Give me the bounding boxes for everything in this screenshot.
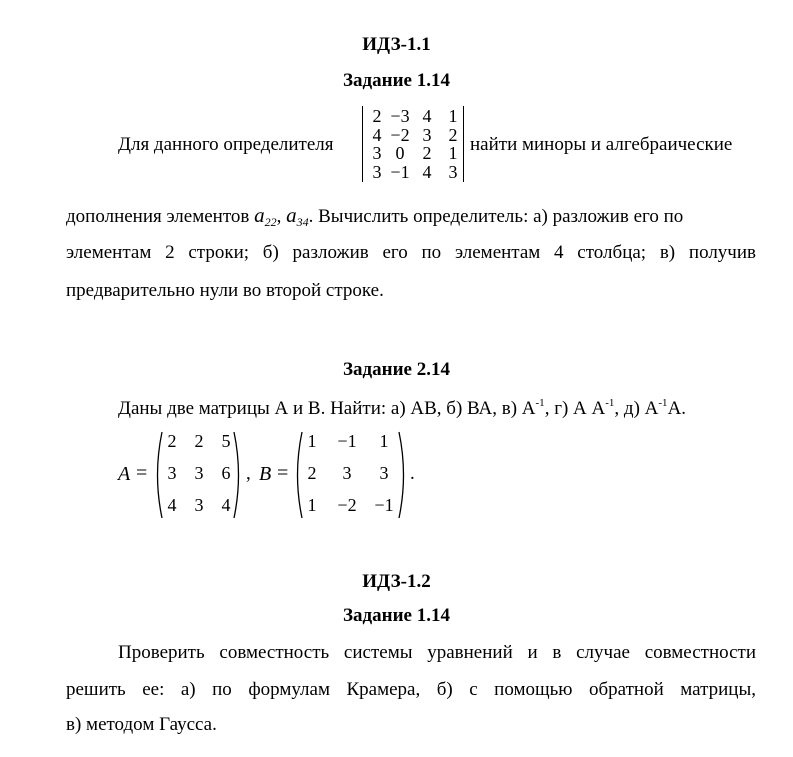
matrix-b-cell: 2 — [307, 463, 317, 483]
task2-sup3: -1 — [658, 397, 668, 409]
task2-text-part3: , д) А — [614, 398, 659, 419]
section-heading-2: ИДЗ-1.2 — [362, 571, 431, 592]
matrix-b-cell: −2 — [337, 495, 357, 515]
determinant-cell: 4 — [372, 124, 382, 145]
matrix-b-cell: 1 — [307, 495, 317, 515]
matrix-a-cell: 2 — [167, 431, 177, 451]
matrix-a-cell: 3 — [194, 463, 204, 483]
task1-line2-rest: . Вычислить определитель: а) разложив его по — [308, 206, 684, 227]
task1-intro: Для данного определителя — [118, 134, 334, 155]
task2-text-part1: Даны две матрицы А и В. Найти: а) АВ, б) ВА, в) А — [118, 398, 536, 419]
matrix-comma: , — [246, 463, 251, 484]
task3-line1: Проверить совместность системы уравнений и в случае совместности — [118, 642, 756, 663]
task3-line2: решить ее: а) по формулам Крамера, б) с помощью обратной матрицы, — [66, 679, 756, 700]
matrix-a-equals: = — [136, 462, 148, 484]
task-title-1: Задание 1.14 — [343, 70, 450, 91]
determinant-cell: 1 — [448, 106, 458, 126]
matrix-b-cell: −1 — [374, 495, 394, 515]
determinant-cell: 4 — [422, 106, 432, 126]
determinant-cell: −2 — [390, 124, 410, 145]
element-a34-letter: a — [286, 203, 297, 227]
matrix-b-cell: 3 — [342, 463, 352, 483]
task1-line3: элементам 2 строки; б) разложив его по элементам 4 столбца; в) получив — [66, 242, 756, 263]
determinant-cell: 3 — [372, 143, 382, 163]
task1-after: найти миноры и алгебраические — [470, 134, 733, 155]
matrix-b-label: B — [259, 463, 272, 485]
matrix-a-cell: 3 — [194, 495, 204, 515]
determinant — [362, 106, 464, 182]
task2-text — [118, 397, 686, 420]
matrix-a-cell: 4 — [221, 495, 231, 515]
element-separator: , — [276, 206, 282, 227]
matrix-b-cell: 1 — [379, 431, 389, 451]
task2-text-part4: А. — [667, 398, 687, 419]
matrix-a-cell: 2 — [194, 431, 204, 451]
determinant-cell: 4 — [422, 161, 432, 182]
matrix-a-cell: 4 — [167, 495, 177, 515]
matrix-a-right-paren — [232, 430, 244, 520]
task-title-2: Задание 2.14 — [343, 359, 450, 380]
matrix-b-cell: 1 — [307, 431, 317, 451]
task1-line4: предварительно нули во второй строке. — [66, 280, 384, 301]
determinant-cell: 2 — [422, 143, 432, 163]
task2-text-part2: , г) А А — [544, 398, 606, 419]
determinant-cell: −1 — [390, 161, 410, 182]
matrix-a-label: A — [118, 463, 131, 485]
determinant-cell: 2 — [448, 124, 458, 145]
matrix-b-cell: −1 — [337, 431, 357, 451]
task-title-3: Задание 1.14 — [343, 605, 450, 626]
matrix-a-cell: 6 — [221, 463, 231, 483]
matrix-b-right-paren — [397, 430, 409, 520]
determinant-cell: 3 — [448, 161, 458, 182]
matrix-b-cell: 3 — [379, 463, 389, 483]
determinant-cell: 2 — [372, 106, 382, 126]
determinant-cell: 3 — [422, 124, 432, 145]
matrix-a-cell: 3 — [167, 463, 177, 483]
determinant-cell: 0 — [395, 143, 405, 163]
determinant-cell: 3 — [372, 161, 382, 182]
element-a22-letter: a — [254, 203, 265, 227]
determinant-left-bar — [362, 106, 363, 182]
element-a34-index: 34 — [296, 215, 309, 229]
matrix-period: . — [410, 463, 415, 484]
determinant-cell: 1 — [448, 143, 458, 163]
matrix-a-cell: 5 — [221, 431, 231, 451]
task3-line3: в) методом Гаусса. — [66, 714, 217, 735]
element-a34 — [286, 203, 309, 227]
task2-sup2: -1 — [605, 397, 615, 409]
section-heading-1: ИДЗ-1.1 — [362, 34, 431, 55]
matrix-b-equals: = — [277, 462, 289, 484]
determinant-cell: −3 — [390, 106, 410, 126]
task1-line2-text: дополнения элементов — [66, 206, 250, 227]
task1-line2 — [66, 203, 756, 230]
element-a22 — [254, 203, 277, 227]
task2-sup1: -1 — [535, 397, 545, 409]
element-a22-index: 22 — [264, 215, 277, 229]
